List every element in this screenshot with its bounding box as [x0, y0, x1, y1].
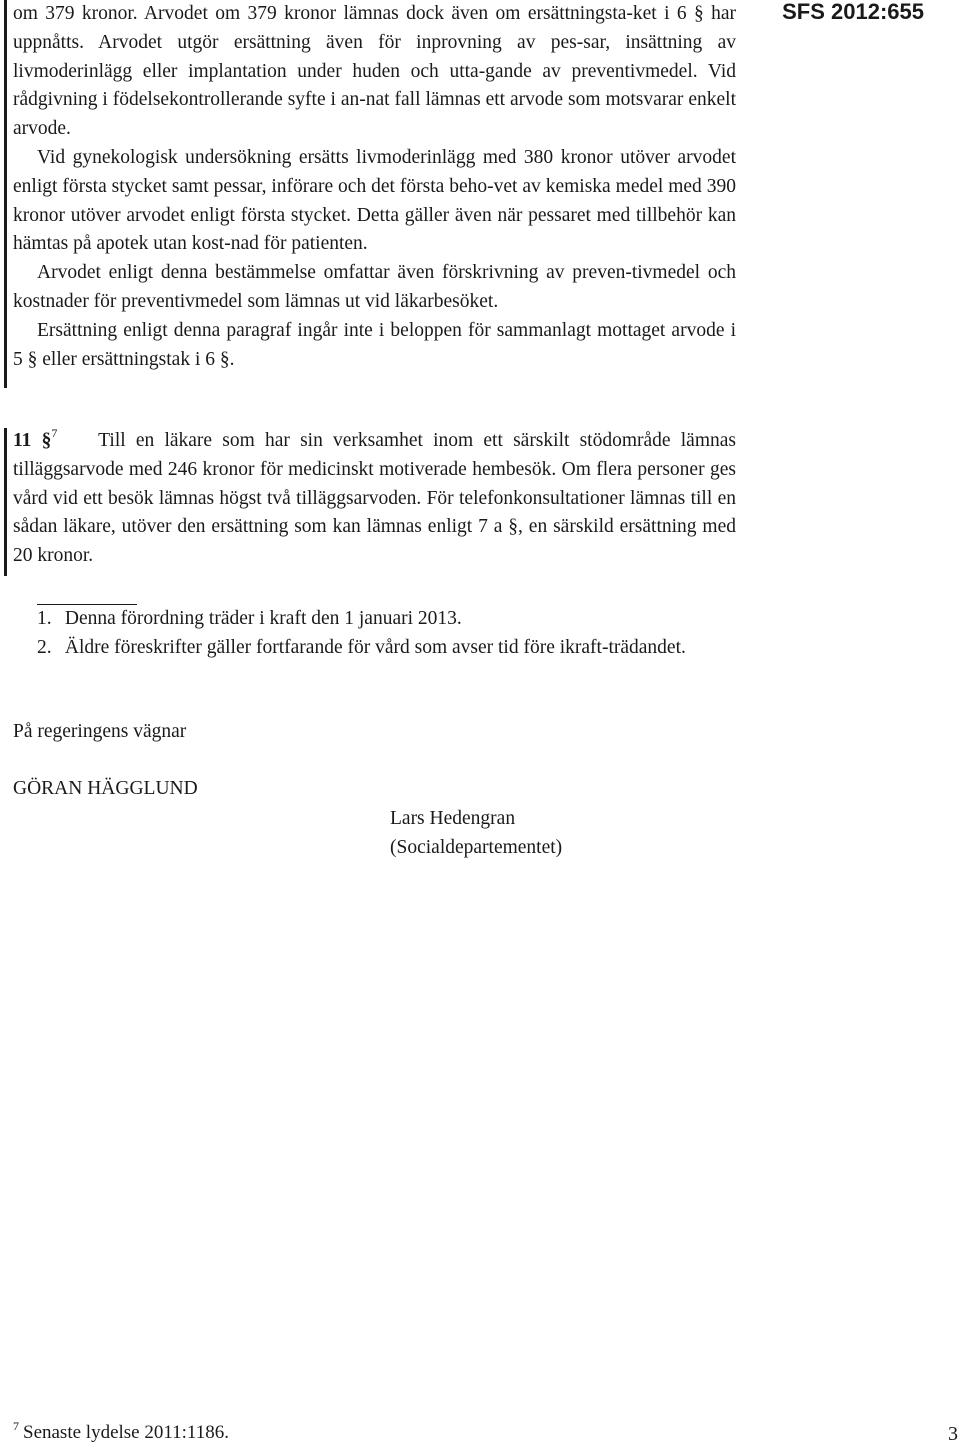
section-11: [13, 427, 736, 571]
footnote: [13, 1412, 229, 1447]
section-number: 11 §: [13, 430, 52, 451]
transition-provisions: [13, 605, 736, 663]
transition-number: 2.: [37, 636, 52, 658]
change-bar-top: [4, 0, 7, 388]
footnote-text: Senaste lydelse 2011:1186.: [23, 1422, 229, 1443]
section-11-text: Till en läkare som har sin verksamhet inom ett särskilt stödområde lämnas tilläggsarvode med 246 kronor för medicinskt motiverade hembesök. Om flera personer ges vård vid ett besök lämnas högst två tilläggsarvoden. För telefonkonsultationer lämnas till en sådan läkare, utöver den ersättning som kan lämnas enligt 7 a §, en särskild ersättning med 20 kronor.: [13, 430, 737, 567]
paragraph-1: om 379 kronor. Arvodet om 379 kronor lämnas dock även om ersättningsta-ket i 6 § har uppnåtts. Arvodet utgör ersättning även för inprovning av pes-sar, insättning av livmoderinlägg eller implantation under huden och utta-gande av preventivmedel. Vid rådgivning i födelsekontrollerande syfte i an-nat fall lämnas ett arvode som motsvarar enkelt arvode.: [13, 3, 736, 140]
paragraph-3: Arvodet enligt denna bestämmelse omfattar även förskrivning av preven-tivmedel och kostnader för preventivmedel som lämnas ut vid läkarbesöket.: [13, 262, 736, 312]
paragraph-4: Ersättning enligt denna paragraf ingår inte i beloppen för sammanlagt mottaget arvode i 5 § eller ersättningstak i 6 §.: [13, 319, 736, 370]
section-continued: [13, 0, 736, 374]
department-name: (Socialdepartementet): [390, 837, 563, 858]
page-number: 3: [948, 1423, 958, 1445]
sfs-number: SFS 2012:655: [782, 0, 924, 24]
section-11-paragraph: [13, 427, 736, 571]
paragraph-2: Vid gynekologisk undersökning ersätts livmoderinlägg med 380 kronor utöver arvodet enligt första stycket samt pessar, införare och det första beho-vet av kemiska medel med 390 kronor utöver arvodet enligt första stycket. Detta gäller även när pessaret med tillbehör kan hämtas på apotek utan kost-nad för patienten.: [13, 146, 736, 255]
transition-item-1: [13, 605, 736, 634]
change-bar-section-11: [4, 428, 7, 576]
transition-text: Äldre föreskrifter gäller fortfarande för vård som avser tid före ikraft-trädandet.: [64, 636, 686, 658]
footnote-reference: 7: [51, 426, 58, 440]
transition-text: Denna förordning träder i kraft den 1 januari 2013.: [64, 608, 462, 629]
transition-number: 1.: [37, 608, 52, 629]
transition-item-2: [13, 634, 736, 663]
on-behalf-of-government: På regeringens vägnar: [13, 721, 187, 742]
minister-name: GÖRAN HÄGGLUND: [13, 778, 198, 799]
footnote-mark: 7: [13, 1419, 19, 1433]
official-name: Lars Hedengran: [390, 808, 516, 829]
